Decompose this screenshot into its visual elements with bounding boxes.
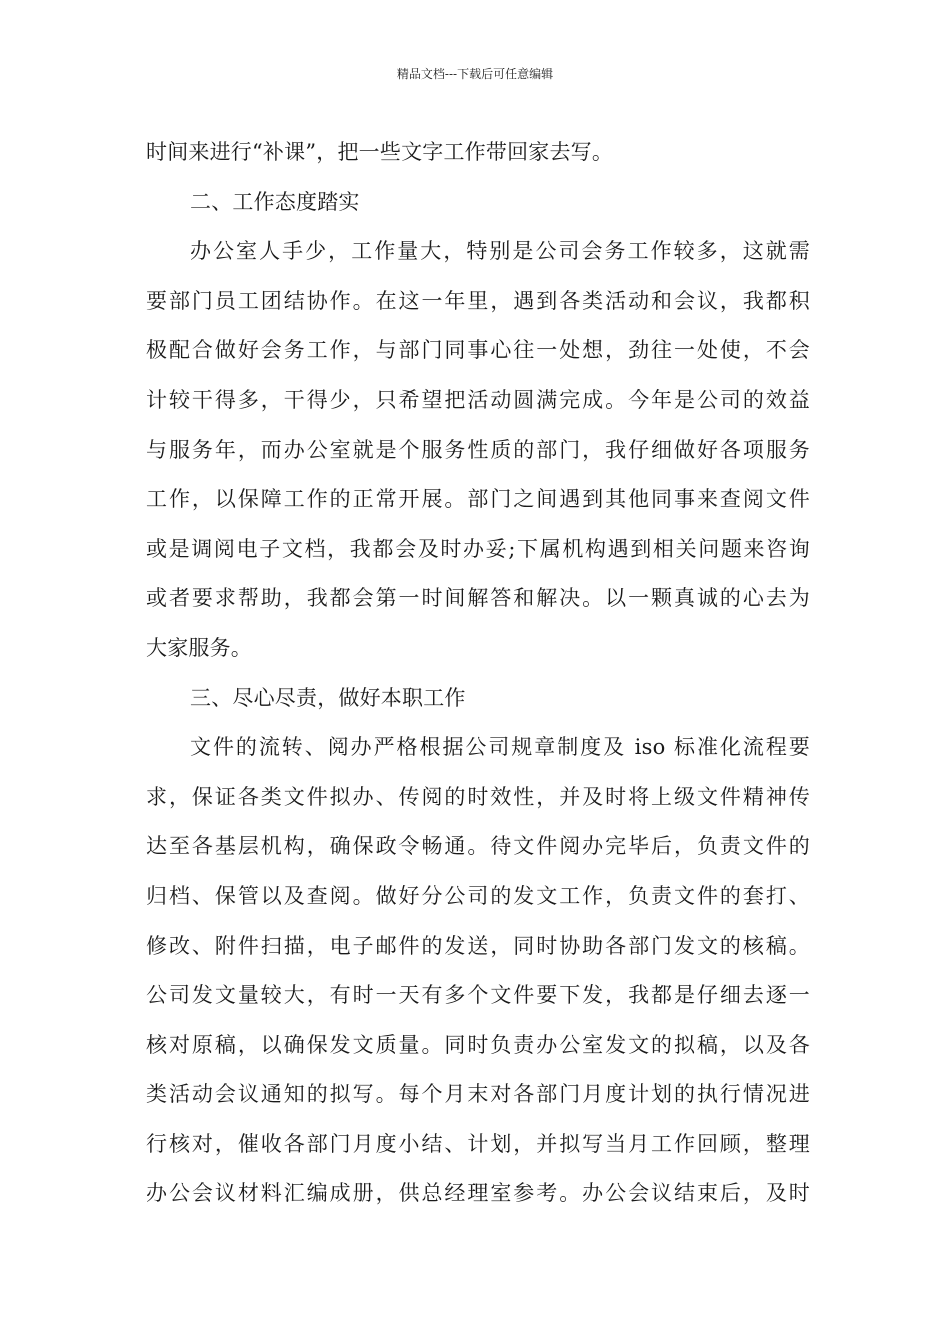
section-heading: 二、工作态度踏实 (190, 189, 360, 214)
text-line: 极配合做好会务工作，与部门同事心往一处想，劲往一处使，不会 (146, 338, 810, 363)
text-line: 或者要求帮助，我都会第一时间解答和解决。以一颗真诚的心去为 (146, 586, 810, 611)
text-line: 工作，以保障工作的正常开展。部门之间遇到其他同事来查阅文件 (146, 487, 810, 512)
text-line: 类活动会议通知的拟写。每个月末对各部门月度计划的执行情况进 (146, 1082, 810, 1107)
page-header: 精品文档---下载后可任意编辑 (396, 67, 554, 81)
text-line: 办公会议材料汇编成册，供总经理室参考。办公会议结束后，及时 (146, 1181, 810, 1206)
text-line: 归档、保管以及查阅。做好分公司的发文工作，负责文件的套打、 (146, 883, 810, 908)
text-line: 与服务年，而办公室就是个服务性质的部门，我仔细做好各项服务 (146, 437, 810, 462)
text-line: 修改、附件扫描，电子邮件的发送，同时协助各部门发文的核稿。 (146, 933, 810, 958)
text-line: 求，保证各类文件拟办、传阅的时效性，并及时将上级文件精神传 (146, 784, 810, 809)
text-line: 办公室人手少，工作量大，特别是公司会务工作较多，这就需 (190, 239, 810, 264)
text-line: 大家服务。 (146, 635, 252, 660)
text-line: 达至各基层机构，确保政令畅通。待文件阅办完毕后，负责文件的 (146, 834, 810, 859)
section-heading: 三、尽心尽责，做好本职工作 (190, 685, 466, 710)
text-line: 时间来进行“补课”，把一些文字工作带回家去写。 (146, 140, 614, 164)
text-line: 核对原稿，以确保发文质量。同时负责办公室发文的拟稿，以及各 (146, 1032, 810, 1057)
document-body (146, 128, 810, 1219)
text-line: 文件的流转、阅办严格根据公司规章制度及 iso 标准化流程要 (190, 735, 810, 760)
text-line: 或是调阅电子文档，我都会及时办妥;下属机构遇到相关问题来咨询 (146, 536, 810, 561)
text-line: 计较干得多，干得少，只希望把活动圆满完成。今年是公司的效益 (146, 387, 810, 412)
text-line: 要部门员工团结协作。在这一年里，遇到各类活动和会议，我都积 (146, 288, 810, 313)
text-line: 行核对，催收各部门月度小结、计划，并拟写当月工作回顾，整理 (146, 1131, 810, 1156)
text-line: 公司发文量较大，有时一天有多个文件要下发，我都是仔细去逐一 (146, 983, 810, 1008)
